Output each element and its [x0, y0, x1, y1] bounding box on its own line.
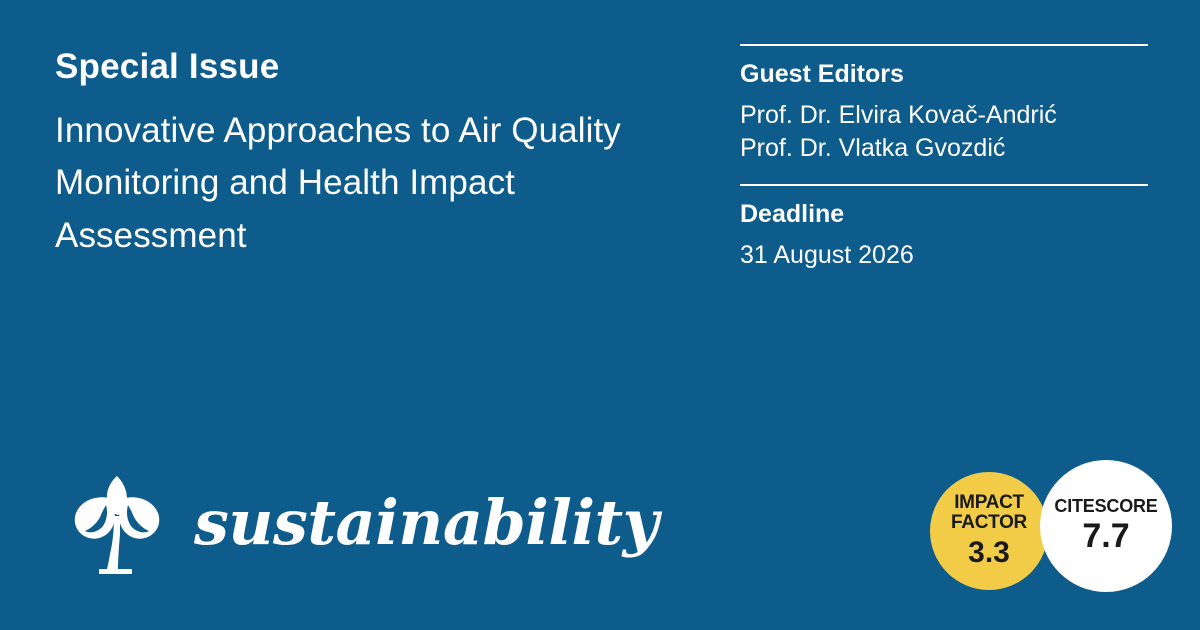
guest-editor-name: Prof. Dr. Vlatka Gvozdić [740, 134, 1006, 163]
citescore-badge [1040, 460, 1172, 592]
sustainability-plant-logo-icon [62, 468, 172, 578]
guest-editor-name: Prof. Dr. Elvira Kovač-Andrić [740, 100, 1057, 129]
spacer [740, 166, 1148, 184]
metric-badges [930, 460, 1172, 592]
impact-factor-label-line1: IMPACT [954, 492, 1024, 514]
impact-factor-label-line2: FACTOR [951, 512, 1027, 533]
citescore-value: 7.7 [1082, 516, 1130, 555]
journal-name: sustainability [194, 486, 659, 559]
deadline-heading: Deadline [740, 200, 845, 228]
divider-top [740, 44, 1148, 46]
deadline-date: 31 August 2026 [740, 240, 914, 269]
citescore-label: CITESCORE [1054, 495, 1158, 516]
divider-middle [740, 184, 1148, 186]
special-issue-title: Innovative Approaches to Air Quality Monitoring and Health Impact Assessment [55, 110, 621, 255]
guest-editors-heading: Guest Editors [740, 60, 904, 88]
journal-brand [62, 468, 658, 578]
impact-factor-value: 3.3 [968, 535, 1010, 569]
special-issue-heading-block [55, 48, 675, 262]
info-panel [740, 44, 1148, 272]
special-issue-kicker: Special Issue [55, 47, 280, 86]
impact-factor-badge [930, 472, 1048, 590]
